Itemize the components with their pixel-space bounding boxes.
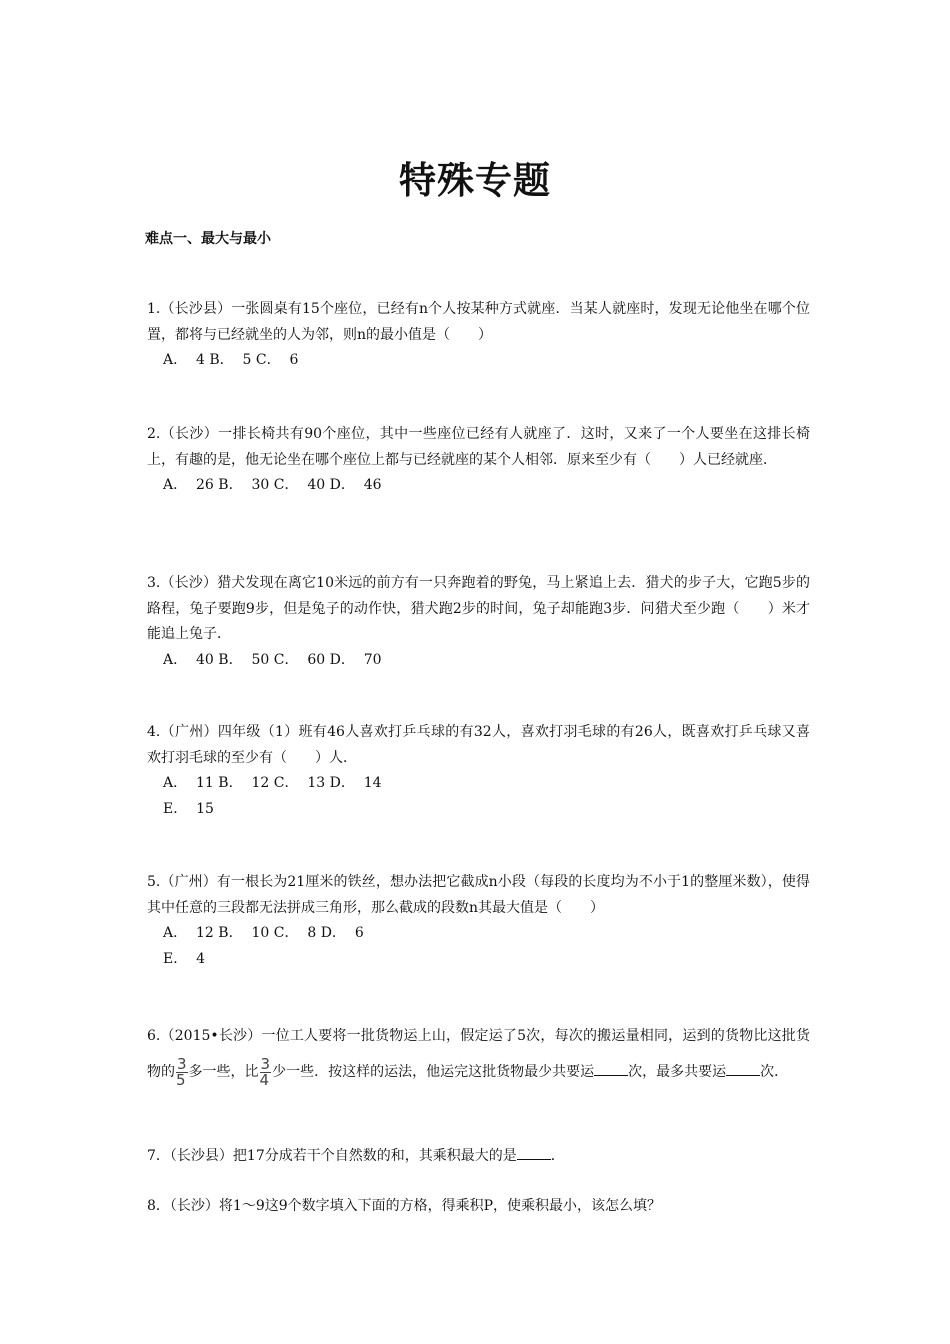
question-text: 3.（长沙）猎犬发现在离它10米远的前方有一只奔跑着的野兔，马上紧追上去．猎犬的步子大，它跑5步的路程，兔子要跑9步，但是兔子的动作快，猎犬跑2步的时间，兔子却能跑3步．问猎犬至少跑（ ）米才能追上兔子． <box>147 575 810 642</box>
question-text: 5.（广州）有一根长为21厘米的铁丝，想办法把它截成n小段（每段的长度均为不小于1的整厘米数），使得其中任意的三段都无法拼成三角形，那么截成的段数n其最大值是（ ） <box>147 874 810 916</box>
question-3 <box>145 571 810 673</box>
fraction-three-fifths: $\frac{3}{5}$ <box>176 1054 187 1089</box>
question-1 <box>145 297 810 374</box>
question-options: A． 26 B． 30 C． 40 D． 46 <box>163 477 382 493</box>
question-text: 7．（长沙县）把17分成若干个自然数的和，其乘积最大的是 ． <box>147 1148 565 1164</box>
question-text: 4.（广州）四年级（1）班有46人喜欢打乒乓球的有32人，喜欢打羽毛球的有26人，既喜欢打乒乓球又喜欢打羽毛球的至少有（ ）人． <box>147 724 810 766</box>
question-6 <box>145 1018 810 1090</box>
question-options-extra: E． 15 <box>163 800 214 817</box>
question-options-extra: E． 4 <box>163 950 206 967</box>
question-options: A． 40 B． 50 C． 60 D． 70 <box>163 651 382 668</box>
question-text: 2.（长沙）一排长椅共有90个座位，其中一些座位已经有人就座了．这时，又来了一个人要坐在这排长椅上，有趣的是，他无论坐在哪个座位上都与已经就座的某个人相邻．原来至少有（ ）人已经就座． <box>147 426 810 468</box>
question-options: A． 12 B． 10 C． 8 D． 6 <box>163 925 364 941</box>
question-text: 8．（长沙）将1～9这9个数字填入下面的方格，得乘积P，使乘积最小，该怎么填？ <box>147 1198 662 1214</box>
question-5 <box>145 870 810 972</box>
question-options: A． 4 B． 5 C． 6 <box>163 352 299 368</box>
section-heading: 难点一、最大与最小 <box>145 231 271 247</box>
question-text: 1.（长沙县）一张圆桌有15个座位，已经有n个人按某种方式就座．当某人就座时，发现无论他坐在哪个位置，都将与已经就坐的人为邻，则n的最小值是（ ） <box>147 301 810 343</box>
question-8 <box>145 1194 810 1220</box>
question-options: A． 11 B． 12 C． 13 D． 14 <box>163 775 382 791</box>
answer-blank[interactable] <box>517 1147 551 1160</box>
answer-blank-min[interactable] <box>594 1063 628 1076</box>
question-text: 6.（2015•长沙）一位工人要将一批货物运上山，假定运了5次，每次的搬运量相同，运到的货物比这批货物的 $\frac{3}{5}$ 多一些，比 $\frac{3}{4}$ 少一些．按这样的运法，他运完这批货物最少共要运 次，最多共要运 次． <box>147 1028 810 1089</box>
question-2 <box>145 422 810 499</box>
page-title: 特殊专题 <box>399 159 551 202</box>
answer-blank-max[interactable] <box>726 1063 760 1076</box>
question-4 <box>145 720 810 822</box>
fraction-three-quarters: $\frac{3}{4}$ <box>259 1054 271 1089</box>
question-7 <box>145 1144 810 1170</box>
